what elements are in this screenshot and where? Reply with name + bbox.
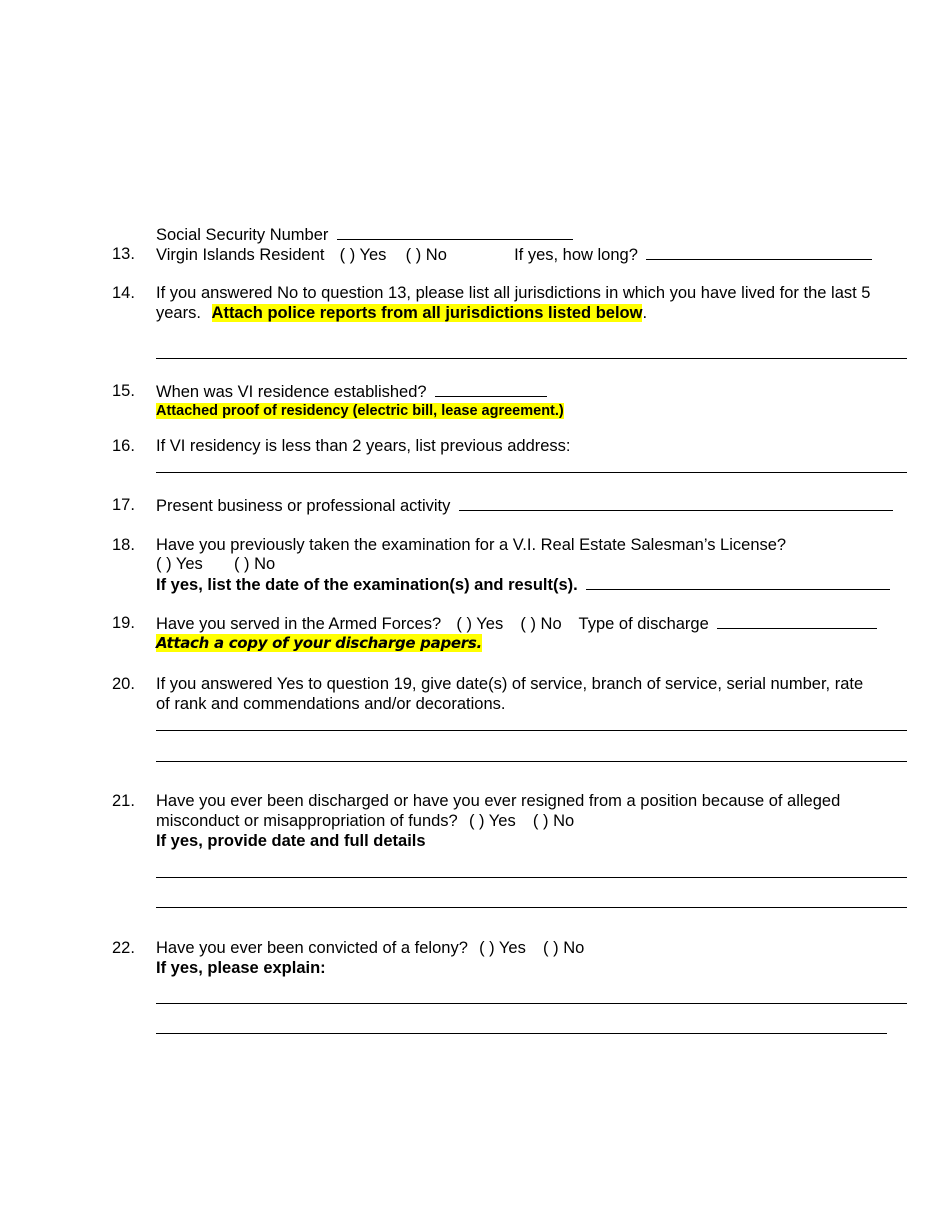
- q18-answer-field[interactable]: [586, 574, 890, 590]
- q14-answer-line[interactable]: [156, 358, 907, 359]
- question-number: 17.: [112, 496, 135, 514]
- q21-line2: misconduct or misappropriation of funds?: [156, 812, 458, 830]
- q14-period: .: [642, 304, 648, 322]
- q13-label: Virgin Islands Resident: [156, 246, 325, 264]
- q22-yes-option[interactable]: ( ) Yes: [479, 939, 526, 957]
- question-number: 19.: [112, 614, 135, 632]
- ssn-label: Social Security Number: [156, 226, 329, 244]
- q18-yes-option[interactable]: ( ) Yes: [156, 555, 203, 573]
- q19-discharge-label: Type of discharge: [578, 615, 709, 633]
- q21-answer-line-2[interactable]: [156, 907, 907, 908]
- q22-no-option[interactable]: ( ) No: [543, 939, 585, 957]
- q14-line1: If you answered No to question 13, please list all jurisdictions in which you have lived for the last 5: [156, 284, 871, 302]
- q16-answer-line[interactable]: [156, 472, 907, 473]
- q21-yes-option[interactable]: ( ) Yes: [468, 812, 516, 830]
- q13-how-long-field[interactable]: [646, 244, 872, 260]
- question-number: 18.: [112, 536, 135, 554]
- q16-label: If VI residency is less than 2 years, list previous address:: [156, 437, 571, 455]
- q13-no-option[interactable]: ( ) No: [405, 246, 447, 264]
- q20-answer-line-2[interactable]: [156, 761, 907, 762]
- q13-how-long-label: If yes, how long?: [514, 246, 638, 264]
- q15-date-field[interactable]: [435, 381, 547, 397]
- question-number: 21.: [112, 792, 135, 810]
- ssn-field[interactable]: [337, 224, 573, 240]
- q21-no-option[interactable]: ( ) No: [532, 812, 575, 830]
- q21-line1: Have you ever been discharged or have you ever resigned from a position because of alleged: [156, 792, 841, 810]
- question-number: 22.: [112, 939, 135, 957]
- q20-line1: If you answered Yes to question 19, give date(s) of service, branch of service, serial number, rate: [156, 675, 864, 693]
- q18-line1: Have you previously taken the examination for a V.I. Real Estate Salesman’s License?: [156, 536, 787, 554]
- question-number: 20.: [112, 675, 135, 693]
- question-number: 16.: [112, 437, 135, 455]
- q22-answer-line-1[interactable]: [156, 1003, 907, 1004]
- q18-no-option[interactable]: ( ) No: [233, 555, 276, 573]
- q21-bold-line: If yes, provide date and full details: [156, 832, 426, 850]
- q15-label: When was VI residence established?: [156, 383, 427, 401]
- q22-answer-line-2[interactable]: [156, 1033, 887, 1034]
- q22-bold-line: If yes, please explain:: [156, 959, 326, 977]
- q13-yes-option[interactable]: ( ) Yes: [339, 246, 387, 264]
- q17-answer-field[interactable]: [459, 495, 893, 511]
- q14-line2: years.: [156, 304, 201, 322]
- q19-label: Have you served in the Armed Forces?: [156, 615, 442, 633]
- question-number: 14.: [112, 284, 135, 302]
- q17-label: Present business or professional activity: [156, 497, 451, 515]
- q22-label: Have you ever been convicted of a felony?: [156, 939, 468, 957]
- q20-line2: of rank and commendations and/or decorations.: [156, 695, 506, 713]
- q19-yes-option[interactable]: ( ) Yes: [456, 615, 504, 633]
- q14-highlight-instruction: Attach police reports from all jurisdictions listed below: [211, 304, 643, 322]
- q18-bold-line: If yes, list the date of the examination(s) and result(s).: [156, 576, 578, 594]
- q20-answer-line-1[interactable]: [156, 730, 907, 731]
- question-number: 13.: [112, 245, 135, 263]
- q19-no-option[interactable]: ( ) No: [520, 615, 562, 633]
- q19-highlight-instruction: Attach a copy of your discharge papers.: [156, 634, 482, 652]
- q15-highlight-instruction: Attached proof of residency (electric bill, lease agreement.): [156, 403, 564, 419]
- q19-discharge-field[interactable]: [717, 613, 877, 629]
- question-number: 15.: [112, 382, 135, 400]
- q21-answer-line-1[interactable]: [156, 877, 907, 878]
